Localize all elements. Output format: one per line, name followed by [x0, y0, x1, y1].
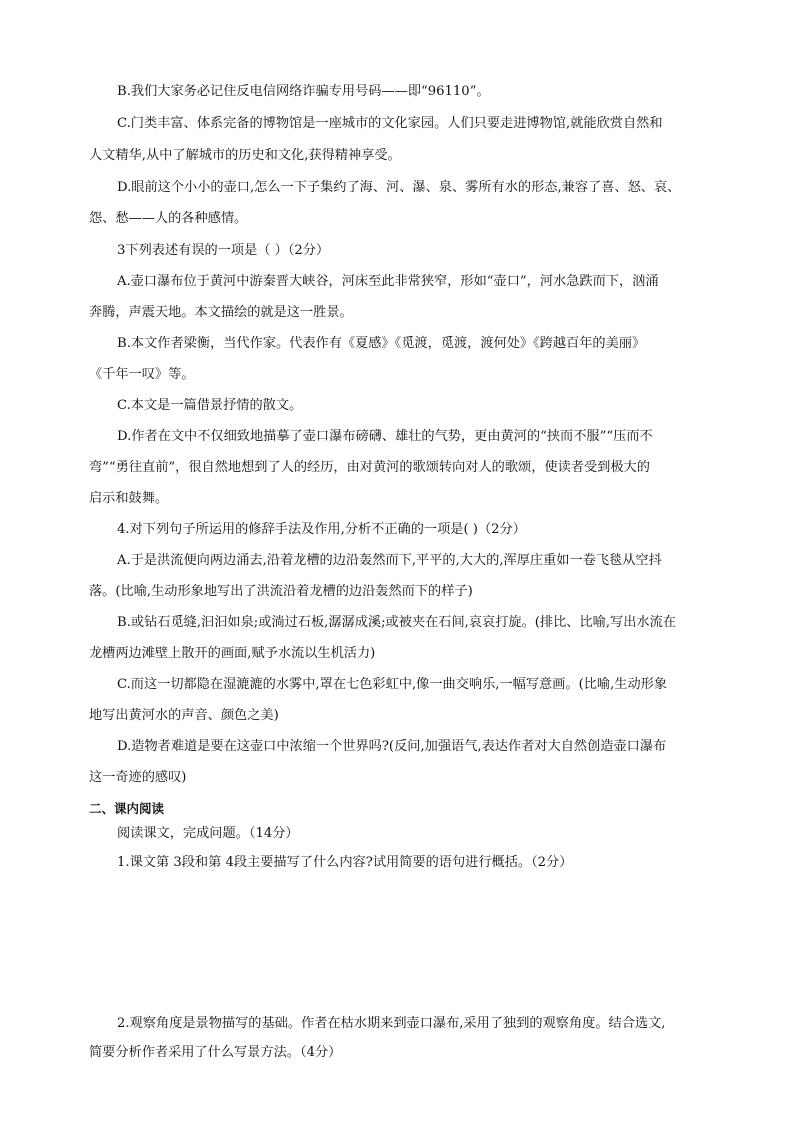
q3-option-b-line-1: B.本文作者梁衡，当代作家。代表作有《夏感》《觅渡，觅渡，渡何处》《跨越百年的美丽》 — [117, 336, 646, 351]
q4-option-c-line-1: C.而这一切都隐在湿漉漉的水雾中,罩在七色彩虹中,像一曲交响乐,一幅写意画。(比喻,生动形象 — [117, 677, 668, 692]
q4-option-d-line-2: 这一奇迹的感叹) — [89, 770, 187, 785]
reading-question-1: 1.课文第 3段和第 4段主要描写了什么内容?试用简要的语句进行概括。（2分） — [117, 855, 573, 870]
q4-option-a-line-1: A.于是洪流便向两边涌去,沿着龙槽的边沿轰然而下,平平的,大大的,浑厚庄重如一卷飞毯从空抖 — [117, 553, 662, 568]
reading-question-2-line-1: 2.观察角度是景物描写的基础。作者在枯水期来到壶口瀑布,采用了独到的观察角度。结合选文, — [117, 1016, 666, 1031]
section-heading: 二、课内阅读 — [89, 801, 165, 816]
option-d-line-2: 怨、愁——人的各种感情。 — [89, 211, 248, 226]
q3-option-d-line-1: D.作者在文中不仅细致地描摹了壶口瀑布磅礴、雄壮的气势，更由黄河的“挟而不服”“压而不 — [117, 429, 653, 444]
q3-option-b-line-2: 《千年一叹》等。 — [89, 367, 195, 382]
q3-option-d-line-2: 弯”“勇往直前”，很自然地想到了人的经历，由对黄河的歌颂转向对人的歌颂，使读者受到极大的 — [89, 460, 650, 475]
q3-option-d-line-3: 启示和鼓舞。 — [89, 491, 169, 506]
question-4: 4.对下列句子所运用的修辞手法及作用,分析不正确的一项是( )（2分） — [117, 522, 526, 537]
option-c-line-1: C.门类丰富、体系完备的博物馆是一座城市的文化家园。人们只要走进博物馆,就能欣赏自然和 — [117, 116, 663, 131]
reading-question-2-line-2: 简要分析作者采用了什么写景方法。（4分） — [89, 1045, 342, 1060]
option-b-line: B.我们大家务必记住反电信网络诈骗专用号码——即“96110”。 — [117, 84, 490, 99]
q4-option-b-line-1: B.或钻石觅缝,汩汩如泉;或淌过石板,潺潺成溪;或被夹在石间,哀哀打旋。(排比、比喻,写出水流在 — [117, 615, 676, 630]
q4-option-d-line-1: D.造物者难道是要在这壶口中浓缩一个世界吗?(反问,加强语气,表达作者对大自然创造壶口瀑布 — [117, 739, 667, 754]
q4-option-c-line-2: 地写出黄河水的声音、颜色之美) — [89, 708, 279, 723]
question-3: 3下列表述有误的一项是（ ）（2分） — [117, 243, 330, 258]
option-d-line-1: D.眼前这个小小的壶口,怎么一下子集约了海、河、瀑、泉、雾所有水的形态,兼容了喜、怒、哀、 — [117, 180, 681, 195]
reading-instruction: 阅读课文，完成问题。（14分） — [117, 826, 299, 841]
q3-option-a-line-1: A.壶口瀑布位于黄河中游秦晋大峡谷，河床至此非常狭窄，形如“壶口”，河水急跌而下，汹涌 — [117, 274, 659, 289]
q3-option-a-line-2: 奔腾，声震天地。本文描绘的就是这一胜景。 — [89, 305, 353, 320]
q3-option-c: C.本文是一篇借景抒情的散文。 — [117, 398, 303, 413]
q4-option-a-line-2: 落。(比喻,生动形象地写出了洪流沿着龙槽的边沿轰然而下的样子) — [89, 584, 473, 599]
q4-option-b-line-2: 龙槽两边滩壁上散开的画面,赋予水流以生机活力) — [89, 646, 376, 661]
option-c-line-2: 人文精华,从中了解城市的历史和文化,获得精神享受。 — [89, 148, 401, 163]
